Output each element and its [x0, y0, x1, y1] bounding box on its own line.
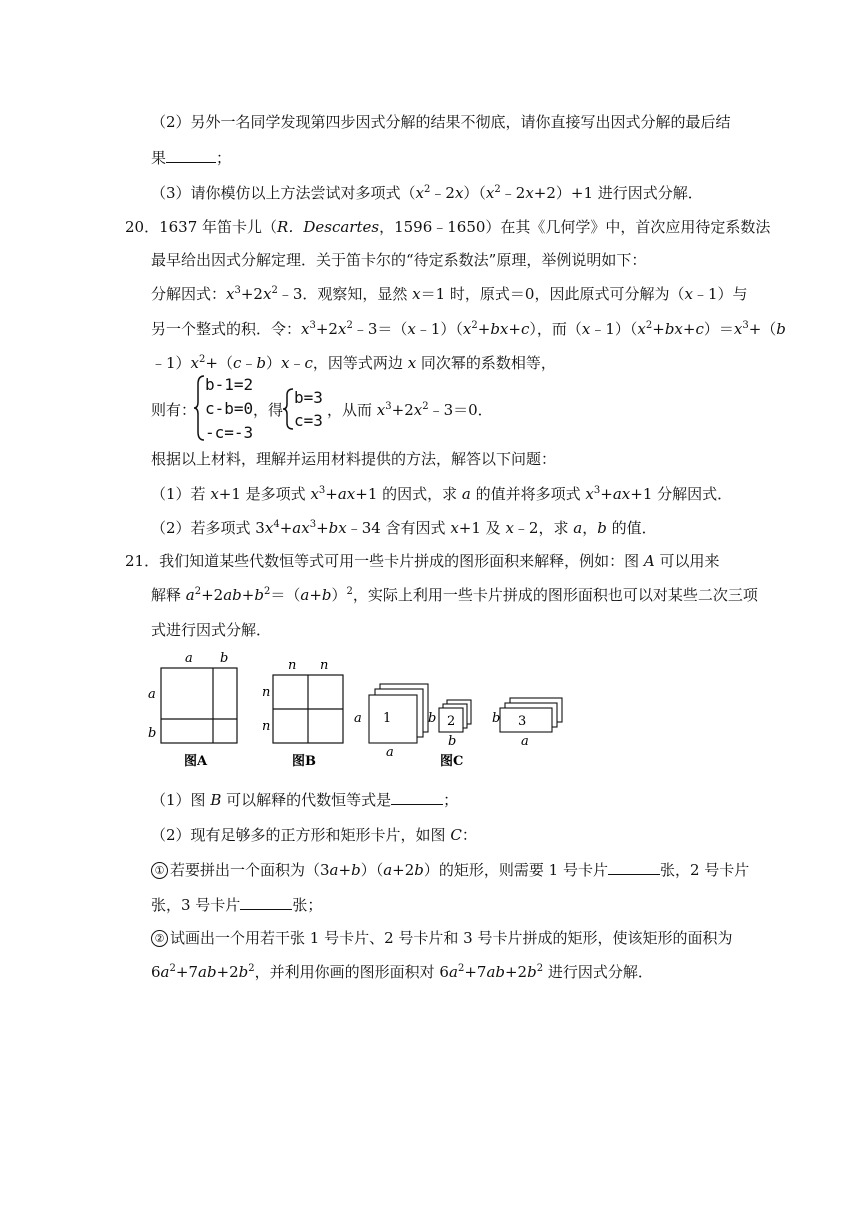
q21-text: （2）现有足够多的正方形和矩形卡片，如图	[151, 826, 451, 844]
math-var: b	[238, 963, 249, 981]
card2-bottom-label: b	[448, 734, 457, 749]
answer-blank[interactable]	[608, 860, 660, 875]
q20-part1	[151, 484, 732, 504]
q20-text: 则有：	[151, 401, 197, 419]
q19-part3-text: +2）+1 进行因式分解．	[533, 184, 703, 202]
math-var: x	[301, 320, 310, 338]
q20-text: +1 是多项式	[218, 485, 311, 503]
math-var: a	[461, 485, 471, 503]
math-var: x	[505, 519, 514, 537]
q21-text: 我们知道某些代数恒等式可用一些卡片拼成的图形面积来解释，例如：图	[159, 552, 644, 570]
q21-text: +2	[201, 586, 224, 604]
answer-blank[interactable]	[391, 790, 443, 805]
math-var: ax	[292, 519, 310, 537]
q21-text: 可以解释的代数恒等式是	[221, 791, 392, 809]
q20-text: +	[508, 320, 521, 338]
q21-line2	[151, 585, 758, 605]
system2-eq2: c=3	[294, 411, 323, 430]
q19-part3	[151, 183, 703, 203]
math-exp: 3	[593, 485, 601, 496]
math-exp: 2	[263, 586, 271, 597]
q20-text: 根据以上材料，理解并运用材料提供的方法，解答以下问题：	[151, 450, 557, 468]
q19-part2-end: ；	[216, 149, 232, 167]
q20-text: +1 的因式，求	[355, 485, 462, 503]
q21-text: 式进行因式分解．	[151, 621, 272, 639]
q20-text: ﹣3．观察知，显然	[277, 285, 413, 303]
math-var: x	[450, 519, 459, 537]
math-exp: 3	[318, 485, 326, 496]
q20-text: 的值．	[606, 519, 657, 537]
q20-text: 分解因式：	[151, 285, 227, 303]
math-var: a	[573, 519, 583, 537]
math-exp: 2	[494, 184, 501, 195]
math-exp: 4	[273, 519, 280, 530]
q20-text: +1 及	[458, 519, 506, 537]
math-var: x	[485, 184, 495, 202]
math-var: ab	[198, 963, 217, 981]
q20-text: ﹣3＝0．	[428, 401, 493, 419]
math-var: x	[412, 285, 421, 303]
q21-text: 6	[151, 963, 161, 981]
q20-text: ﹣2，求	[513, 519, 574, 537]
q20-text: （1）若	[151, 485, 211, 503]
get-text	[253, 400, 283, 420]
math-var: x	[407, 320, 416, 338]
circle-one-icon: ①	[151, 862, 168, 879]
q20-line4	[151, 319, 786, 339]
q21-line1	[125, 551, 720, 571]
math-exp: 2	[199, 354, 206, 365]
q20-text: 同次幂的系数相等，	[416, 354, 556, 372]
math-var: x	[210, 485, 219, 503]
figure-c	[354, 684, 562, 769]
q20-text: +	[279, 519, 293, 537]
q20-text: ﹣34 含有因式	[346, 519, 451, 537]
math-exp: 2	[346, 320, 353, 331]
q20-text: +	[316, 519, 329, 537]
question-number: 21．	[125, 552, 160, 570]
q20-text: +	[325, 485, 338, 503]
q20-text: （2）若多项式 3	[151, 519, 265, 537]
q21-part2	[151, 825, 477, 845]
math-var: x	[413, 401, 423, 419]
circle-two-icon: ②	[151, 930, 168, 947]
math-exp: 2	[424, 184, 431, 195]
math-var: c	[520, 320, 530, 338]
answer-blank[interactable]	[166, 148, 216, 163]
q21-text: ，并利用你画的图形面积对 6	[254, 963, 449, 981]
q21-text: +2	[392, 861, 415, 879]
fig-b-label-left-n1: n	[262, 685, 271, 700]
q20-line3	[151, 284, 747, 304]
q19-part2-line1	[151, 112, 731, 132]
fig-b-label-top-n1: n	[288, 658, 297, 673]
math-var: b	[527, 963, 537, 981]
math-exp: 2	[248, 963, 255, 974]
math-var: c	[695, 320, 704, 338]
math-exp: 2	[471, 320, 478, 331]
q21-part2-sub2-line1	[151, 928, 732, 948]
figures-abc	[140, 648, 590, 773]
q21-text: ；	[443, 791, 459, 809]
q19-part3-text: ）（	[463, 184, 486, 202]
math-var: b	[254, 586, 264, 604]
math-exp: 3	[234, 285, 241, 296]
figure-b	[262, 658, 343, 769]
q21-text: 张，3 号卡片	[151, 896, 241, 914]
q20-text: +1 分解因式．	[630, 485, 733, 503]
math-var: x	[637, 320, 646, 338]
q20-text: ），而（	[529, 320, 582, 338]
math-var: ab	[223, 586, 242, 604]
q20-text: +	[682, 320, 696, 338]
math-exp: 3	[385, 401, 392, 412]
q20-text: ﹣1）	[151, 354, 191, 372]
q20-intro-line2	[151, 250, 646, 270]
math-exp: 2	[645, 320, 653, 331]
math-var: x	[310, 485, 319, 503]
fig-a-label-left-a: a	[148, 687, 156, 702]
math-exp: 3	[742, 320, 749, 331]
card3-bottom-label: a	[521, 734, 529, 749]
q20-text: +	[652, 320, 665, 338]
math-var: a	[383, 861, 393, 879]
q20-text: ﹣1）与	[692, 285, 748, 303]
q21-text: +	[309, 586, 322, 604]
math-var: c	[304, 354, 313, 372]
card2-side-label: b	[428, 711, 437, 726]
q20-text: +（	[748, 320, 777, 338]
q20-intro-line1	[125, 217, 770, 237]
math-var: b	[321, 586, 332, 604]
q19-part2-line2	[151, 148, 231, 168]
math-var: a	[160, 963, 170, 981]
q19-part3-text: ﹣2	[500, 184, 526, 202]
math-var: x	[525, 184, 534, 202]
math-exp: 2	[271, 285, 278, 296]
math-var: C	[450, 826, 462, 844]
q21-part2-sub1-line1	[151, 860, 749, 880]
q20-prompt	[151, 449, 556, 469]
math-var: b	[256, 354, 266, 372]
q21-text: ）的矩形，则需要 1 号卡片	[423, 861, 608, 879]
fig-a-caption: 图A	[184, 754, 208, 769]
q20-text: ，从而	[327, 401, 377, 419]
math-var: b	[597, 519, 607, 537]
card1-number: 1	[383, 711, 392, 726]
q20-text: +2	[240, 285, 263, 303]
q21-text: 试画出一个用若干张 1 号卡片、2 号卡片和 3 号卡片拼成的矩形，使该矩形的面积为	[170, 929, 733, 947]
card3-side-label: b	[492, 711, 501, 726]
q21-text: ：	[461, 826, 477, 844]
q21-part1	[151, 790, 458, 810]
math-exp: 2	[457, 963, 465, 974]
math-exp: 3	[309, 519, 317, 530]
math-var: x	[281, 354, 290, 372]
math-var: x	[190, 354, 200, 372]
math-var: b	[351, 861, 361, 879]
figure-a	[148, 651, 237, 769]
fig-b-label-top-n2: n	[320, 658, 329, 673]
q21-text: +7	[464, 963, 487, 981]
q20-text: ﹣3＝（	[352, 320, 408, 338]
q19-part2-text: （2）另外一名同学发现第四步因式分解的结果不彻底，请你直接写出因式分解的最后结	[151, 113, 731, 131]
math-var: ax	[612, 485, 631, 503]
q20-text: +2	[315, 320, 338, 338]
math-var: x	[415, 184, 425, 202]
math-var: x	[581, 320, 591, 338]
answer-blank[interactable]	[240, 895, 292, 910]
q21-text: ，实际上利用一些卡片拼成的图形面积也可以对某些二次三项	[352, 586, 758, 604]
q19-part3-text: ﹣2	[430, 184, 455, 202]
question-number: 20．	[125, 218, 160, 236]
q21-text: +2	[504, 963, 528, 981]
q21-text: ）（	[360, 861, 384, 879]
q21-text: +	[241, 586, 255, 604]
math-var: A	[643, 552, 655, 570]
math-var: bx	[490, 320, 509, 338]
fig-b-label-left-n2: n	[262, 719, 271, 734]
math-var: b	[414, 861, 424, 879]
q21-text: （1）图	[151, 791, 211, 809]
math-var: ab	[486, 963, 505, 981]
q20-part2	[151, 518, 657, 538]
math-exp: 2	[169, 963, 176, 974]
math-var: bx	[328, 519, 347, 537]
q21-text: 可以用来	[654, 552, 720, 570]
q20-text: ）＝	[703, 320, 734, 338]
q21-text: 张；	[292, 896, 323, 914]
q21-part2-sub2-line2	[151, 962, 653, 982]
q20-text: ﹣1）（	[590, 320, 638, 338]
math-var: x	[684, 285, 693, 303]
fig-b-caption: 图B	[292, 754, 316, 769]
math-var: x	[376, 401, 386, 419]
math-var: a	[185, 586, 195, 604]
q20-text: ﹣1）（	[415, 320, 463, 338]
q21-part2-sub1-line2	[151, 895, 322, 915]
math-var: b	[776, 320, 786, 338]
math-exp: 3	[309, 320, 316, 331]
card1-side-label: a	[354, 711, 362, 726]
q20-text: +	[600, 485, 613, 503]
q20-text: ，因等式两边	[312, 354, 408, 372]
q20-text: ）	[266, 354, 282, 372]
system2-eq1: b=3	[294, 388, 323, 407]
card1-bottom-label: a	[386, 745, 394, 760]
q21-text: 进行因式分解．	[543, 963, 653, 981]
math-var: x	[454, 184, 464, 202]
fig-a-label-left-b: b	[148, 726, 157, 741]
q21-text: 张，2 号卡片	[659, 861, 750, 879]
q21-text: ）	[331, 586, 347, 604]
q20-text: +（	[205, 354, 233, 372]
math-var: a	[448, 963, 458, 981]
math-var: ax	[337, 485, 356, 503]
math-exp: 2	[536, 963, 544, 974]
q20-line5	[151, 353, 556, 373]
q20-text: 1637 年笛卡儿（	[159, 218, 278, 236]
q20-text: 的值并将多项式	[470, 485, 586, 503]
q21-text: 若要拼出一个面积为（3	[170, 861, 330, 879]
q21-text: ＝（	[270, 586, 301, 604]
math-var: a	[329, 861, 339, 879]
q20-text: ＝1 时，原式＝0，因此原式可分解为（	[420, 285, 685, 303]
math-var: x	[407, 354, 417, 372]
math-var: x	[226, 285, 235, 303]
q20-text: ﹣	[289, 354, 305, 372]
q21-line3	[151, 620, 271, 640]
card3-number: 3	[518, 714, 527, 729]
q20-text: +2	[391, 401, 414, 419]
card2-number: 2	[447, 714, 456, 729]
q20-text: ，得	[253, 401, 284, 419]
math-var: x	[337, 320, 347, 338]
q19-part3-text: （3）请你模仿以上方法尝试对多项式（	[151, 184, 416, 202]
math-var: x	[262, 285, 272, 303]
math-var: x	[462, 320, 472, 338]
q21-text: +7	[175, 963, 198, 981]
math-var: bx	[664, 320, 683, 338]
math-var: x	[733, 320, 743, 338]
q20-text: 另一个整式的积．令：	[151, 320, 302, 338]
math-exp: 2	[194, 586, 202, 597]
q19-part2-text2: 果	[151, 149, 167, 167]
math-exp: 2	[346, 586, 353, 597]
math-var: a	[300, 586, 310, 604]
math-var: B	[210, 791, 222, 809]
q21-text: +2	[216, 963, 239, 981]
math-var: x	[264, 519, 274, 537]
fig-a-label-top-a: a	[185, 651, 193, 666]
q20-text: ，	[582, 519, 598, 537]
math-var: x	[585, 485, 594, 503]
system-label	[151, 400, 196, 420]
q21-text: 解释	[151, 586, 186, 604]
q20-text: ，1596﹣1650）在其《几何学》中，首次应用待定系数法	[379, 218, 771, 236]
q21-text: +	[338, 861, 352, 879]
fig-a-label-top-b: b	[220, 651, 229, 666]
conclusion	[327, 400, 493, 420]
system1-eq3: -c=-3	[205, 423, 254, 442]
q20-text: 最早给出因式分解定理．关于笛卡尔的“待定系数法”原理，举例说明如下：	[151, 251, 647, 269]
q20-author: R．Descartes	[277, 218, 380, 236]
fig-c-caption: 图C	[440, 754, 464, 769]
math-var: c	[232, 354, 242, 372]
system1-eq2: c-b=0	[205, 399, 254, 418]
math-exp: 2	[422, 401, 429, 412]
system1-eq1: b-1=2	[205, 375, 254, 394]
q20-text: +	[477, 320, 491, 338]
q20-text: ﹣	[241, 354, 257, 372]
